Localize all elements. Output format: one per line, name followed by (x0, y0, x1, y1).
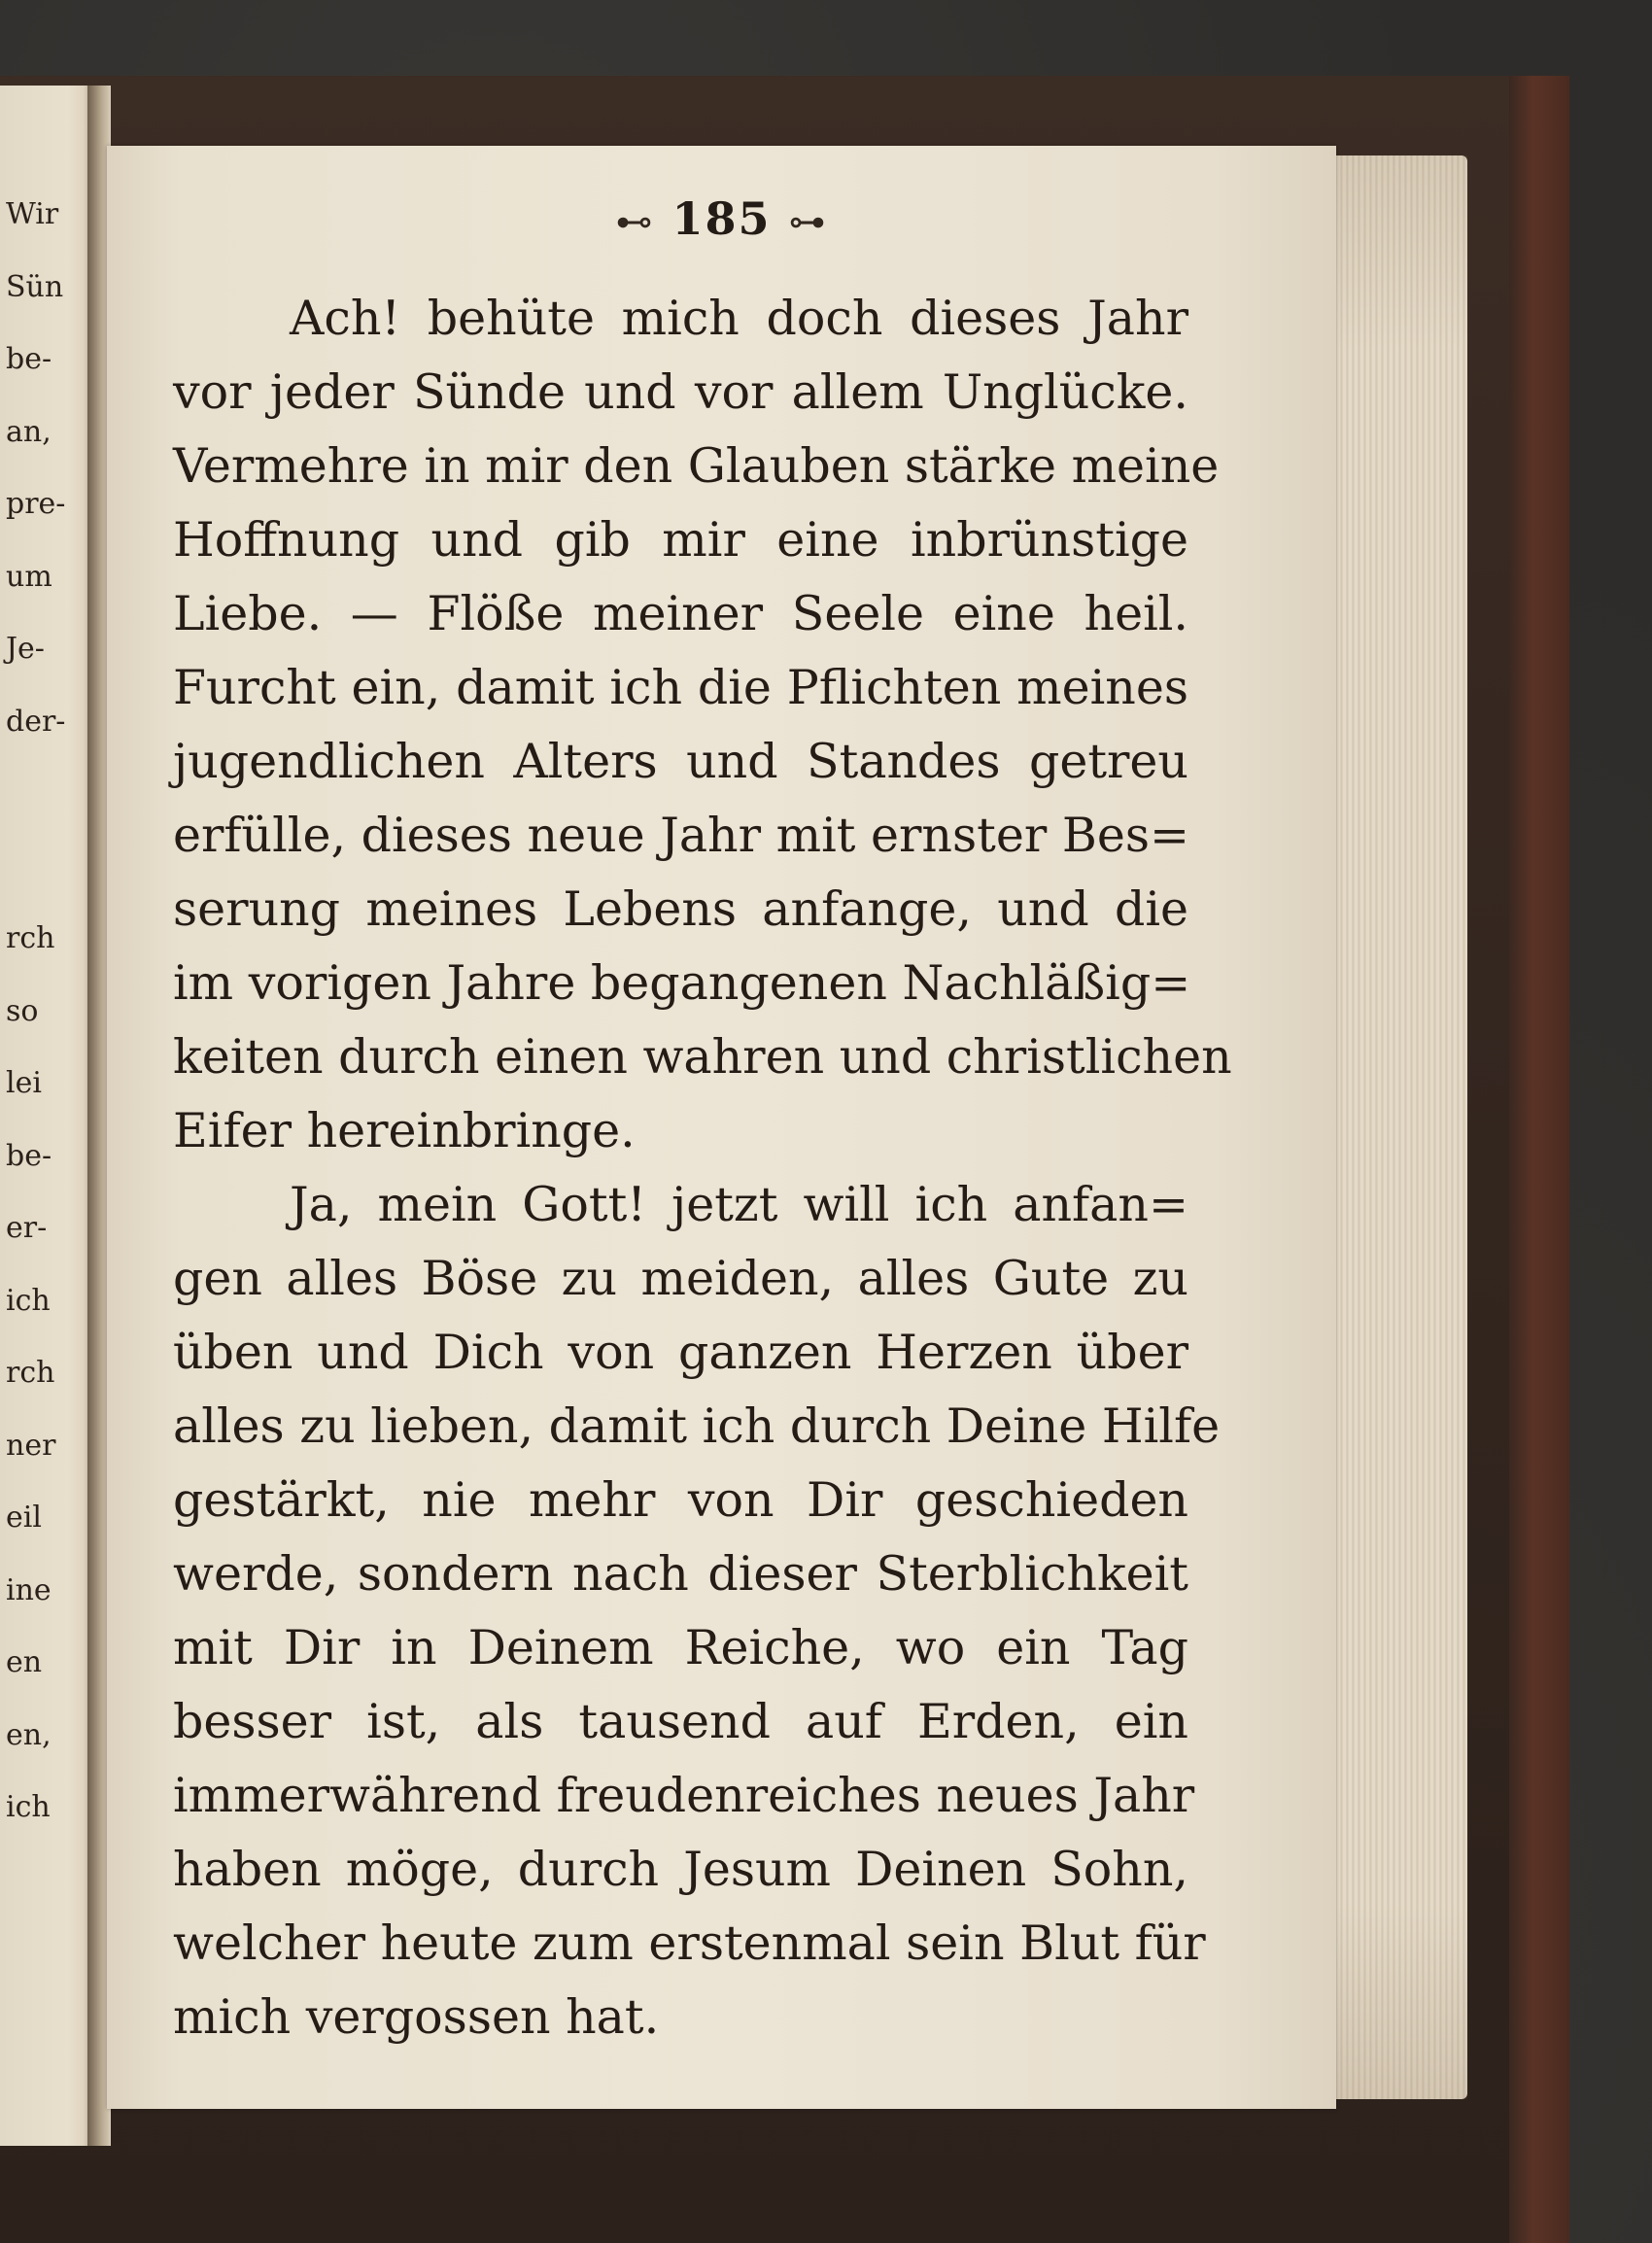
left-page-fragment: so (6, 993, 39, 1028)
ornament-left: ⊷ (615, 200, 655, 243)
text-line: Furcht ein, damit ich die Pflichten meines (173, 660, 1188, 715)
left-page-fragment: en (6, 1645, 43, 1679)
text-line: haben möge, durch Jesum Deinen Sohn, (173, 1842, 1188, 1897)
left-page-fragment: der- (6, 704, 66, 739)
left-page-fragment: be- (6, 342, 52, 376)
text-line: Vermehre in mir den Glauben stärke meine (173, 438, 1220, 494)
text-line: Liebe. — Flöße meiner Seele eine heil. (173, 586, 1188, 641)
page-number: 185 (671, 192, 772, 245)
text-line: Ja, mein Gott! jetzt will ich anfan= (290, 1177, 1188, 1232)
left-page-fragment: lei (6, 1066, 42, 1100)
page-edges (1331, 155, 1467, 2099)
left-page-fragment: rch (6, 1356, 55, 1390)
text-line: werde, sondern nach dieser Sterblichkeit (173, 1546, 1188, 1602)
left-page-fragment: ine (6, 1572, 52, 1607)
text-line: gen alles Böse zu meiden, alles Gute zu (173, 1251, 1188, 1306)
left-page-fragment: ich (6, 1283, 51, 1318)
text-line: serung meines Lebens anfange, und die (173, 881, 1188, 937)
text-line: immerwährend freudenreiches neues Jahr (173, 1768, 1195, 1823)
text-line: mit Dir in Deinem Reiche, wo ein Tag (173, 1620, 1188, 1675)
text-line: alles zu lieben, damit ich durch Deine Hilfe (173, 1398, 1221, 1454)
left-page-fragment: ner (6, 1428, 56, 1463)
text-line: mich vergossen hat. (173, 1989, 660, 2045)
paragraph (173, 1168, 1221, 2054)
text-line: Ach! behüte mich doch dieses Jahr (290, 291, 1188, 346)
left-page (0, 86, 97, 2146)
left-page-fragment: eil (6, 1501, 42, 1535)
left-page-fragment: Je- (6, 632, 45, 666)
text-line: im vorigen Jahre begangenen Nachläßig= (173, 955, 1191, 1011)
text-line: besser ist, als tausend auf Erden, ein (173, 1694, 1188, 1749)
text-line: gestärkt, nie mehr von Dir geschieden (173, 1472, 1188, 1528)
left-page-fragment: Sün (6, 269, 64, 304)
left-page-fragment: er- (6, 1211, 48, 1245)
page-body (173, 282, 1232, 2054)
left-page-fragment: pre- (6, 487, 66, 521)
text-line: jugendlichen Alters und Standes getreu (173, 734, 1188, 789)
text-line: welcher heute zum erstenmal sein Blut für (173, 1915, 1206, 1971)
left-page-fragment: an, (6, 414, 52, 449)
left-page-fragment: um (6, 559, 52, 594)
text-line: Hoffnung und gib mir eine inbrünstige (173, 512, 1188, 568)
text-line: Eifer hereinbringe. (173, 1103, 636, 1158)
ornament-right: ⊶ (788, 200, 828, 243)
left-page-fragment: be- (6, 1138, 52, 1173)
left-page-fragment: Wir (6, 197, 59, 231)
left-page-fragment: rch (6, 921, 55, 955)
page-header (107, 192, 1336, 245)
right-page (107, 146, 1336, 2109)
text-line: keiten durch einen wahren und christlichen (173, 1029, 1232, 1085)
left-page-fragment: en, (6, 1717, 52, 1752)
cover-edge (1509, 76, 1569, 2243)
text-line: üben und Dich von ganzen Herzen über (173, 1325, 1188, 1380)
text-line: vor jeder Sünde und vor allem Unglücke. (173, 364, 1188, 420)
left-page-fragment: ich (6, 1790, 51, 1824)
paragraph (173, 282, 1232, 1168)
text-line: erfülle, dieses neue Jahr mit ernster Bes= (173, 808, 1190, 863)
